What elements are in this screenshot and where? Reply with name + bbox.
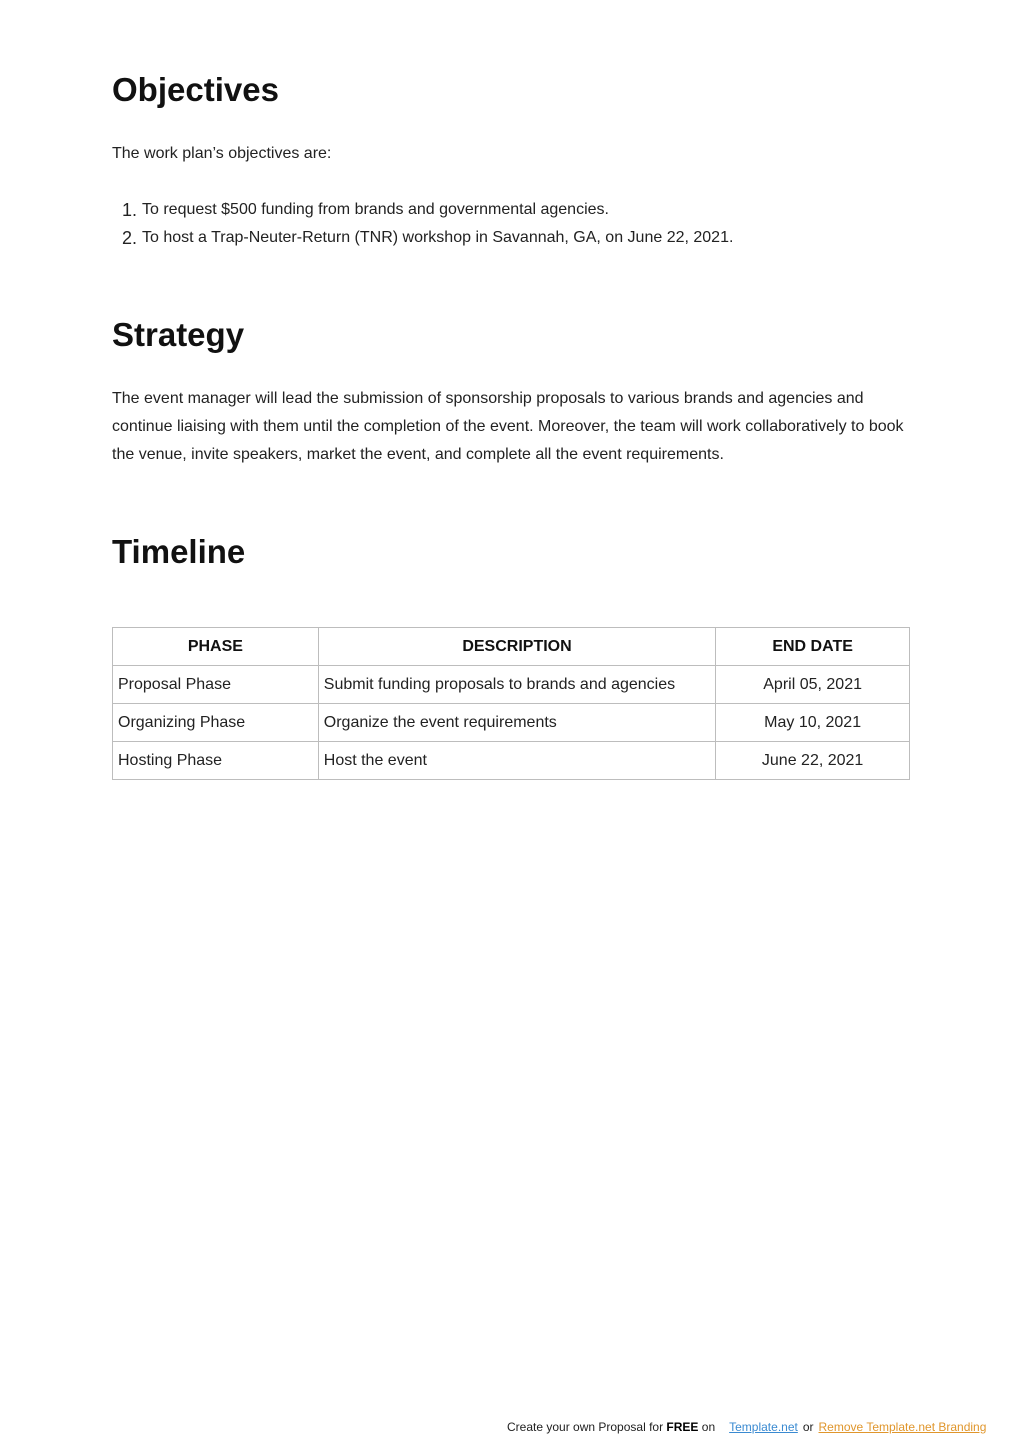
phase-cell: Hosting Phase: [113, 742, 319, 780]
table-row: [113, 742, 910, 780]
timeline-heading: Timeline: [112, 533, 246, 570]
table-header-row: [113, 628, 910, 666]
description-cell: Submit funding proposals to brands and agencies: [318, 666, 715, 704]
footer-prefix: Create your own Proposal for: [507, 1420, 667, 1434]
list-number: 1.: [122, 200, 138, 220]
objectives-heading: Objectives: [112, 71, 279, 108]
list-number: 2.: [122, 228, 138, 248]
table-row: [113, 704, 910, 742]
list-item: [112, 224, 733, 252]
objectives-intro: The work plan’s objectives are:: [112, 145, 332, 162]
branding-footer: [507, 1419, 986, 1435]
end-date-cell: June 22, 2021: [716, 742, 910, 780]
strategy-paragraph: The event manager will lead the submission of sponsorship proposals to various brands and agencies and continue liaising with them until the completion of the event. Moreover, the team will work collaboratively to book the venue, invite speakers, market the event, and complete all the event requirements.: [112, 390, 904, 463]
template-net-link[interactable]: Template.net: [729, 1420, 798, 1434]
phase-cell: Proposal Phase: [113, 666, 319, 704]
list-item-text: To request $500 funding from brands and governmental agencies.: [142, 201, 609, 218]
description-cell: Organize the event requirements: [318, 704, 715, 742]
column-header-end-date: END DATE: [716, 628, 910, 666]
end-date-cell: May 10, 2021: [716, 704, 910, 742]
end-date-cell: April 05, 2021: [716, 666, 910, 704]
remove-branding-link[interactable]: Remove Template.net Branding: [818, 1420, 987, 1434]
objectives-list: [112, 196, 733, 252]
footer-or: or: [802, 1420, 814, 1434]
list-item: [112, 196, 733, 224]
footer-free: FREE: [666, 1420, 699, 1434]
footer-on: on: [698, 1420, 716, 1434]
column-header-phase: PHASE: [113, 628, 319, 666]
description-cell: Host the event: [318, 742, 715, 780]
list-item-text: To host a Trap-Neuter-Return (TNR) workshop in Savannah, GA, on June 22, 2021.: [142, 229, 734, 246]
table-row: [113, 666, 910, 704]
strategy-heading: Strategy: [112, 316, 245, 353]
column-header-description: DESCRIPTION: [318, 628, 715, 666]
phase-cell: Organizing Phase: [113, 704, 319, 742]
timeline-table: [112, 627, 910, 780]
